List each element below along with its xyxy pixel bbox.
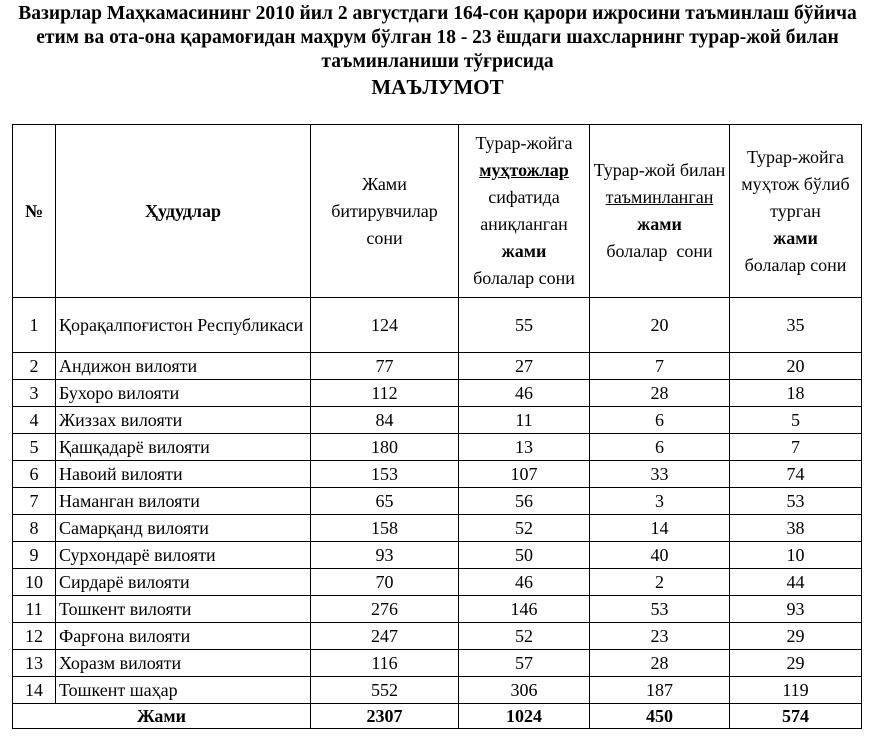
header-needy: [459, 125, 590, 298]
row-provided: 40: [590, 542, 730, 569]
header-provided-part1: Турар-жой билан: [593, 160, 726, 180]
header-needy-part5: болалар сони: [473, 268, 575, 288]
row-needy: 50: [459, 542, 590, 569]
row-region: Бухоро вилояти: [56, 380, 311, 407]
row-num: 5: [13, 434, 56, 461]
header-graduates: Жами битирувчилар сони: [311, 125, 459, 298]
table-row: [13, 461, 862, 488]
row-remaining: 5: [730, 407, 862, 434]
row-num: 10: [13, 569, 56, 596]
row-provided: 53: [590, 596, 730, 623]
row-region: Сурхондарё вилояти: [56, 542, 311, 569]
row-provided: 23: [590, 623, 730, 650]
row-remaining: 7: [730, 434, 862, 461]
row-region: Самарқанд вилояти: [56, 515, 311, 542]
row-num: 6: [13, 461, 56, 488]
table-header: [13, 125, 862, 298]
header-region: Ҳудудлар: [56, 125, 311, 298]
row-graduates: 124: [311, 298, 459, 353]
row-region: Наманган вилояти: [56, 488, 311, 515]
row-needy: 57: [459, 650, 590, 677]
row-needy: 46: [459, 380, 590, 407]
row-provided: 6: [590, 407, 730, 434]
row-needy: 146: [459, 596, 590, 623]
row-graduates: 276: [311, 596, 459, 623]
data-table: [12, 124, 862, 729]
row-needy: 46: [459, 569, 590, 596]
row-graduates: 112: [311, 380, 459, 407]
row-graduates: 65: [311, 488, 459, 515]
row-needy: 306: [459, 677, 590, 704]
table-row: [13, 380, 862, 407]
row-num: 3: [13, 380, 56, 407]
row-remaining: 74: [730, 461, 862, 488]
row-remaining: 10: [730, 542, 862, 569]
row-graduates: 247: [311, 623, 459, 650]
table-row: [13, 434, 862, 461]
row-region: Жиззах вилояти: [56, 407, 311, 434]
row-num: 8: [13, 515, 56, 542]
row-provided: 14: [590, 515, 730, 542]
table-row: [13, 623, 862, 650]
row-needy: 11: [459, 407, 590, 434]
row-provided: 6: [590, 434, 730, 461]
header-remaining-part2: жами: [773, 227, 818, 248]
row-num: 2: [13, 353, 56, 380]
row-needy: 27: [459, 353, 590, 380]
row-region: Хоразм вилояти: [56, 650, 311, 677]
table-row: [13, 677, 862, 704]
row-remaining: 119: [730, 677, 862, 704]
row-num: 11: [13, 596, 56, 623]
header-remaining: [730, 125, 862, 298]
header-provided-part4: болалар сони: [606, 241, 713, 261]
row-graduates: 93: [311, 542, 459, 569]
row-num: 1: [13, 298, 56, 353]
header-needy-part3: сифатида аниқланган: [480, 187, 568, 234]
total-label: Жами: [13, 704, 311, 729]
total-graduates: 2307: [311, 704, 459, 729]
row-remaining: 38: [730, 515, 862, 542]
table-row: [13, 353, 862, 380]
row-needy: 52: [459, 515, 590, 542]
header-remaining-part3: болалар сони: [744, 254, 847, 275]
table-row: [13, 298, 862, 353]
row-provided: 187: [590, 677, 730, 704]
header-remaining-part1: Турар-жойга муҳтож бўлиб турган: [741, 146, 850, 221]
total-row: [13, 704, 862, 729]
row-provided: 7: [590, 353, 730, 380]
table-body: [13, 298, 862, 729]
row-num: 7: [13, 488, 56, 515]
document-subtitle: МАЪЛУМОТ: [371, 75, 504, 99]
table-row: [13, 650, 862, 677]
header-needy-part4: жами: [501, 241, 547, 261]
row-graduates: 180: [311, 434, 459, 461]
row-num: 12: [13, 623, 56, 650]
row-needy: 56: [459, 488, 590, 515]
total-needy: 1024: [459, 704, 590, 729]
row-region: Андижон вилояти: [56, 353, 311, 380]
header-provided-part3: жами: [637, 214, 682, 234]
row-remaining: 44: [730, 569, 862, 596]
row-remaining: 29: [730, 623, 862, 650]
table-row: [13, 596, 862, 623]
row-provided: 20: [590, 298, 730, 353]
row-remaining: 93: [730, 596, 862, 623]
row-graduates: 116: [311, 650, 459, 677]
row-region: Қашқадарё вилояти: [56, 434, 311, 461]
row-provided: 3: [590, 488, 730, 515]
table-row: [13, 515, 862, 542]
row-region: Фарғона вилояти: [56, 623, 311, 650]
header-num: №: [13, 125, 56, 298]
row-num: 4: [13, 407, 56, 434]
header-needy-part1: Турар-жойга: [475, 133, 573, 153]
header-needy-part2: муҳтожлар: [479, 160, 569, 180]
row-remaining: 35: [730, 298, 862, 353]
row-graduates: 84: [311, 407, 459, 434]
row-graduates: 552: [311, 677, 459, 704]
row-region: Сирдарё вилояти: [56, 569, 311, 596]
document-title: Вазирлар Маҳкамасининг 2010 йил 2 августдаги 164-сон қарори ижросини таъминлаш бўйича етим ва ота-она қарамоғидан маҳрум бўлган 18 - 23 ёшдаги шахсларнинг турар-жой билан таъминланиши тўғрисида: [18, 3, 857, 72]
row-remaining: 53: [730, 488, 862, 515]
row-needy: 55: [459, 298, 590, 353]
row-region: Тошкент шаҳар: [56, 677, 311, 704]
row-provided: 28: [590, 650, 730, 677]
row-graduates: 153: [311, 461, 459, 488]
row-region: Навоий вилояти: [56, 461, 311, 488]
row-needy: 13: [459, 434, 590, 461]
row-num: 9: [13, 542, 56, 569]
row-provided: 2: [590, 569, 730, 596]
header-provided-part2: таъминланган: [605, 187, 714, 207]
row-remaining: 18: [730, 380, 862, 407]
row-num: 14: [13, 677, 56, 704]
total-provided: 450: [590, 704, 730, 729]
row-provided: 28: [590, 380, 730, 407]
row-remaining: 29: [730, 650, 862, 677]
header-provided: [590, 125, 730, 298]
row-region: Қорақалпоғистон Республикаси: [56, 298, 311, 353]
row-needy: 52: [459, 623, 590, 650]
row-graduates: 158: [311, 515, 459, 542]
row-num: 13: [13, 650, 56, 677]
total-remaining: 574: [730, 704, 862, 729]
table-row: [13, 488, 862, 515]
row-provided: 33: [590, 461, 730, 488]
table-row: [13, 407, 862, 434]
row-graduates: 77: [311, 353, 459, 380]
row-graduates: 70: [311, 569, 459, 596]
table-row: [13, 569, 862, 596]
row-needy: 107: [459, 461, 590, 488]
row-remaining: 20: [730, 353, 862, 380]
row-region: Тошкент вилояти: [56, 596, 311, 623]
table-row: [13, 542, 862, 569]
